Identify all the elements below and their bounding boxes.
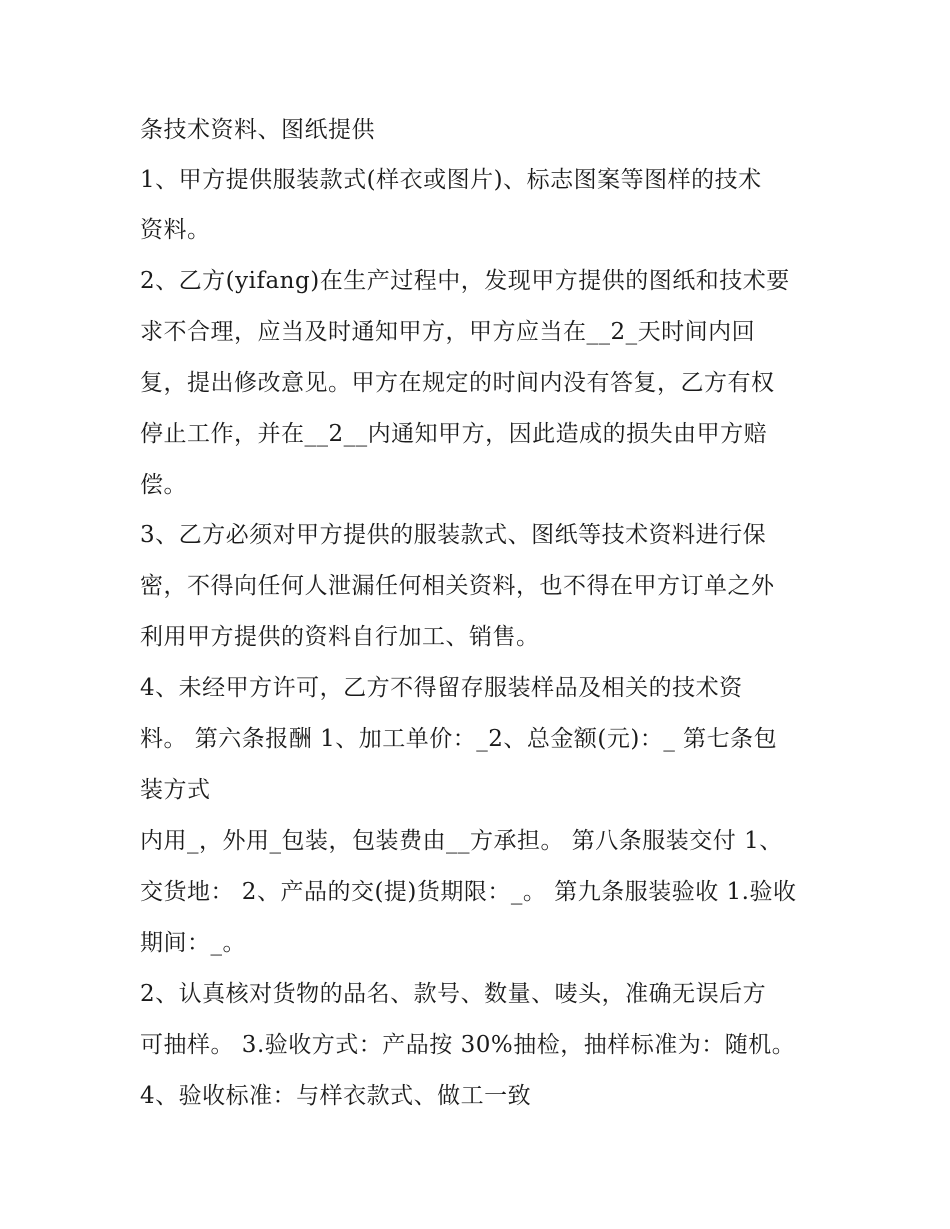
paragraph-line: 料。 第六条报酬 1、加工单价：_2、总金额(元)：_ 第七条包 <box>140 726 778 752</box>
paragraph-line: 1、甲方提供服装款式(样衣或图片)、标志图案等图样的技术 <box>140 167 762 193</box>
paragraph-line: 利用甲方提供的资料自行加工、销售。 <box>140 624 540 650</box>
paragraph-line: 偿。 <box>140 472 187 498</box>
section-heading: 条技术资料、图纸提供 <box>140 117 375 143</box>
paragraph-line: 可抽样。 3.验收方式：产品按 30%抽检，抽样标准为：随机。 <box>140 1032 796 1058</box>
paragraph-line: 3、乙方必须对甲方提供的服装款式、图纸等技术资料进行保 <box>140 522 767 548</box>
paragraph-line: 2、认真核对货物的品名、款号、数量、唛头，准确无误后方 <box>140 981 767 1007</box>
paragraph-line: 装方式 <box>140 777 211 803</box>
paragraph-line: 求不合理，应当及时通知甲方，甲方应当在__2_天时间内回 <box>140 319 756 345</box>
paragraph-line: 停止工作，并在__2__内通知甲方，因此造成的损失由甲方赔 <box>140 421 768 447</box>
paragraph-line: 2、乙方(yifang)在生产过程中，发现甲方提供的图纸和技术要 <box>140 268 790 294</box>
paragraph-line: 交货地： 2、产品的交(提)货期限：_。 第九条服装验收 1.验收 <box>140 879 797 905</box>
paragraph-line: 4、验收标准：与样衣款式、做工一致 <box>140 1083 532 1109</box>
paragraph-line: 密，不得向任何人泄漏任何相关资料，也不得在甲方订单之外 <box>140 573 775 599</box>
paragraph-line: 4、未经甲方许可，乙方不得留存服装样品及相关的技术资 <box>140 675 743 701</box>
paragraph-line: 资料。 <box>140 217 211 243</box>
paragraph-line: 内用_，外用_包装，包装费由__方承担。 第八条服装交付 1、 <box>140 828 783 854</box>
paragraph-line: 复，提出修改意见。甲方在规定的时间内没有答复，乙方有权 <box>140 370 775 396</box>
paragraph-line: 期间：_。 <box>140 930 246 956</box>
